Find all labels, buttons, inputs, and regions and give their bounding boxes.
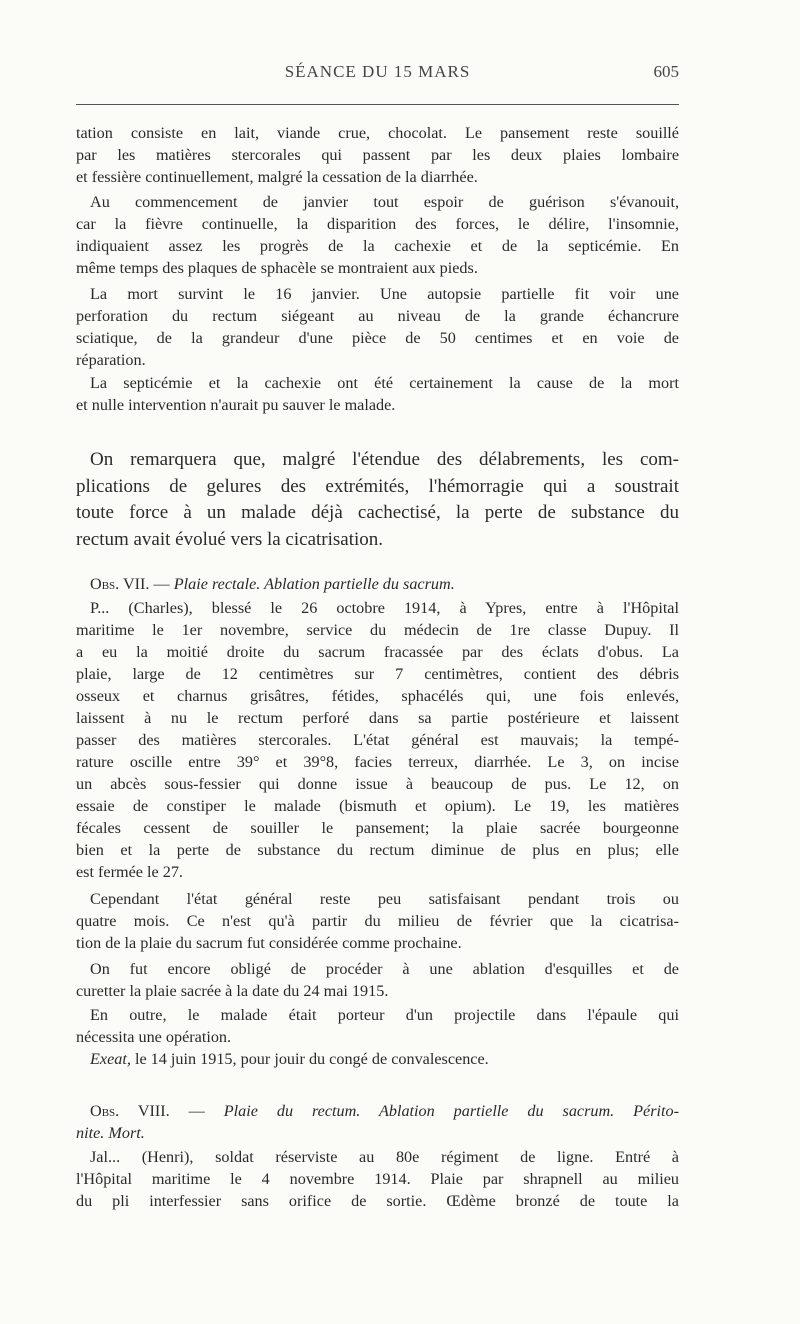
text-line: même temps des plaques de sphacèle se montraient aux pieds. [76,259,478,277]
paragraph [76,958,679,1002]
text-line: osseux et charnus grisâtres, fétides, sphacélés qui, une fois enlevés, [76,687,679,705]
text-line: et fessière continuellement, malgré la cessation de la diarrhée. [76,168,478,186]
heading-line [76,573,679,595]
observation-title: Plaie du rectum. Ablation partielle du sacrum. Périto- [223,1102,679,1120]
paragraph [76,1048,679,1070]
text-line: sciatique, de la grandeur d'une pièce de 50 centimes et en voie de [76,329,679,347]
observation-title-cont: nite. Mort. [76,1124,145,1142]
heading-line [76,1100,679,1122]
text-line: curetter la plaie sacrée à la date du 24 mai 1915. [76,982,389,1000]
text-line: est fermée le 27. [76,863,183,881]
text-line: un abcès sous-fessier qui donne issue à beaucoup de pus. Le 12, on [76,775,679,793]
text-line: essaie de constiper le malade (bismuth et opium). Le 19, les matières [76,797,679,815]
text-line: La mort survint le 16 janvier. Une autopsie partielle fit voir une [90,285,679,303]
header-title: SÉANCE DU 15 MARS [284,62,471,81]
text-line: On remarquera que, malgré l'étendue des délabrements, les com- [90,449,679,470]
text-line: l'Hôpital maritime le 4 novembre 1914. Plaie par shrapnell au milieu [76,1170,679,1188]
text-line: passer des matières stercorales. L'état général est mauvais; la tempé- [76,731,679,749]
text-line: plications de gelures des extrémités, l'hémorragie qui a soustrait [76,475,679,497]
paragraph [76,283,679,371]
text-line: et nulle intervention n'aurait pu sauver le malade. [76,396,396,414]
page-number: 605 [653,62,679,81]
text-line: rature oscille entre 39° et 39°8, facies terreux, diarrhée. Le 3, on incise [76,753,679,771]
text-line: Jal... (Henri), soldat réserviste au 80e régiment de ligne. Entré à [90,1148,679,1166]
heading-dash: — [169,1102,224,1120]
exeat-text: le 14 juin 1915, pour jouir du congé de convalescence. [130,1050,489,1068]
exeat-word: Exeat, [90,1050,131,1068]
text-line: car la fièvre continuelle, la disparition des forces, le délire, l'insomnie, [76,215,679,233]
text-line: En outre, le malade était porteur d'un projectile dans l'épaule qui [90,1006,679,1024]
observation-body [76,1146,679,1212]
text-line: perforation du rectum siégeant au niveau de la grande échancrure [76,307,679,325]
text-line: a eu la moitié droite du sacrum fracassée par des éclats d'obus. La [76,643,679,661]
text-line: toute force à un malade déjà cachectisé, la perte de substance du [76,502,679,523]
text-line: fécales cessent de souiller le pansement; la plaie sacrée bourgeonne [76,819,679,837]
text-line: nécessita une opération. [76,1028,232,1046]
text-line: La septicémie et la cachexie ont été certainement la cause de la mort [90,374,679,392]
text-line: bien et la perte de substance du rectum diminue de plus en plus; elle [76,841,679,859]
text-line: maritime le 1er novembre, service du médecin de 1re classe Dupuy. Il [76,621,679,639]
text-line: rectum avait évolué vers la cicatrisation. [76,528,384,550]
paragraph [76,888,679,954]
observation-heading [76,573,679,595]
text-line: du pli interfessier sans orifice de sortie. Œdème bronzé de toute la [76,1192,679,1210]
text-line: Cependant l'état général reste peu satisfaisant pendant trois ou [90,890,679,908]
header-rule [76,104,679,105]
observation-label: Obs. VII. [90,575,150,593]
observation-body [76,597,679,883]
text-line: On fut encore obligé de procéder à une ablation d'esquilles et de [90,960,679,978]
text-line: tation consiste en lait, viande crue, chocolat. Le pansement reste souillé [76,124,679,142]
text-line: réparation. [76,351,146,369]
text-line: par les matières stercorales qui passent par les deux plaies lombaire [76,146,679,164]
commentary-paragraph [76,447,679,553]
text-line: indiquaient assez les progrès de la cachexie et de la septicémie. En [76,237,679,255]
text-line: plaie, large de 12 centimètres sur 7 centimètres, contient des débris [76,665,679,683]
text-line: quatre mois. Ce n'est qu'à partir du milieu de février que la cicatrisa- [76,912,679,930]
observation-title: Plaie rectale. Ablation partielle du sacrum. [173,575,455,593]
observation-heading [76,1100,679,1144]
text-line: P... (Charles), blessé le 26 octobre 1914, à Ypres, entre à l'Hôpital [90,599,679,617]
paragraph [76,191,679,279]
text-line: tion de la plaie du sacrum fut considérée comme prochaine. [76,934,462,952]
text-line: laissent à nu le rectum perforé dans sa partie postérieure et laissent [76,709,679,727]
text-line: Au commencement de janvier tout espoir de guérison s'évanouit, [90,193,679,211]
paragraph [76,372,679,416]
observation-label: Obs. VIII. [90,1102,170,1120]
paragraph [76,1004,679,1048]
paragraph-continuation [76,122,679,188]
heading-dash: — [149,575,174,593]
text-line [76,1048,679,1070]
running-header [76,62,679,92]
heading-line [76,1122,679,1144]
